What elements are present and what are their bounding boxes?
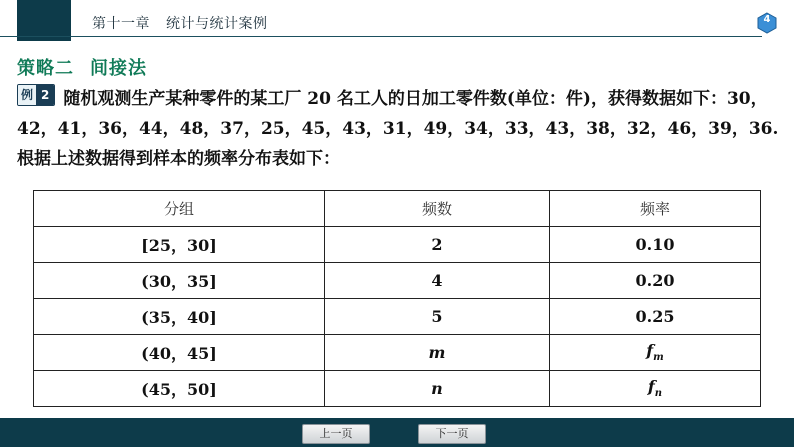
chapter-title <box>92 13 284 33</box>
table-row <box>34 263 761 299</box>
example-text: 随机观测生产某种零件的某工厂 20 名工人的日加工零件数(单位：件)，获得数据如下：30，42，41，36，44，48，37，25，45，43，31，49，34，33，43，38，32，46，39，36.根据上述数据得到样本的频率分布表如下： <box>17 89 779 169</box>
cell-count: 4 <box>325 263 550 299</box>
chapter-number: 第十一章 <box>92 16 150 32</box>
cell-group: (45，50] <box>34 371 325 407</box>
footer-bar <box>0 418 794 447</box>
table-row <box>34 299 761 335</box>
next-page-button[interactable]: 下一页 <box>418 424 486 444</box>
section-label: 策略二 <box>17 58 74 79</box>
section-heading <box>17 54 163 80</box>
cell-count: n <box>325 371 550 407</box>
cell-count: 2 <box>325 227 550 263</box>
header-frequency: 频率 <box>550 191 761 227</box>
cell-frequency <box>550 371 761 407</box>
table-row <box>34 227 761 263</box>
cell-frequency: 0.25 <box>550 299 761 335</box>
table-row <box>34 371 761 407</box>
slide-header <box>0 0 794 46</box>
chapter-name: 统计与统计案例 <box>166 16 268 32</box>
cell-frequency: 0.10 <box>550 227 761 263</box>
header-rule <box>0 36 762 37</box>
example-paragraph <box>17 84 779 174</box>
freq-symbol: f <box>646 341 654 361</box>
cell-count: m <box>325 335 550 371</box>
frequency-table <box>33 190 761 407</box>
header-count: 频数 <box>325 191 550 227</box>
page-number: 4 <box>763 14 771 25</box>
freq-symbol: f <box>647 377 655 397</box>
table-header-row <box>34 191 761 227</box>
cell-group: (30，35] <box>34 263 325 299</box>
example-tag <box>17 84 55 106</box>
freq-subscript: n <box>654 388 663 400</box>
header-group: 分组 <box>34 191 325 227</box>
cell-group: [25，30] <box>34 227 325 263</box>
cell-count: 5 <box>325 299 550 335</box>
prev-page-button[interactable]: 上一页 <box>302 424 370 444</box>
freq-subscript: m <box>653 352 664 364</box>
cell-frequency <box>550 335 761 371</box>
cell-group: (40，45] <box>34 335 325 371</box>
example-tag-label: 例 <box>18 85 36 105</box>
cell-group: (35，40] <box>34 299 325 335</box>
table-row <box>34 335 761 371</box>
example-tag-number: 2 <box>36 85 54 105</box>
section-title: 间接法 <box>90 58 147 79</box>
cell-frequency: 0.20 <box>550 263 761 299</box>
header-block <box>17 0 71 41</box>
